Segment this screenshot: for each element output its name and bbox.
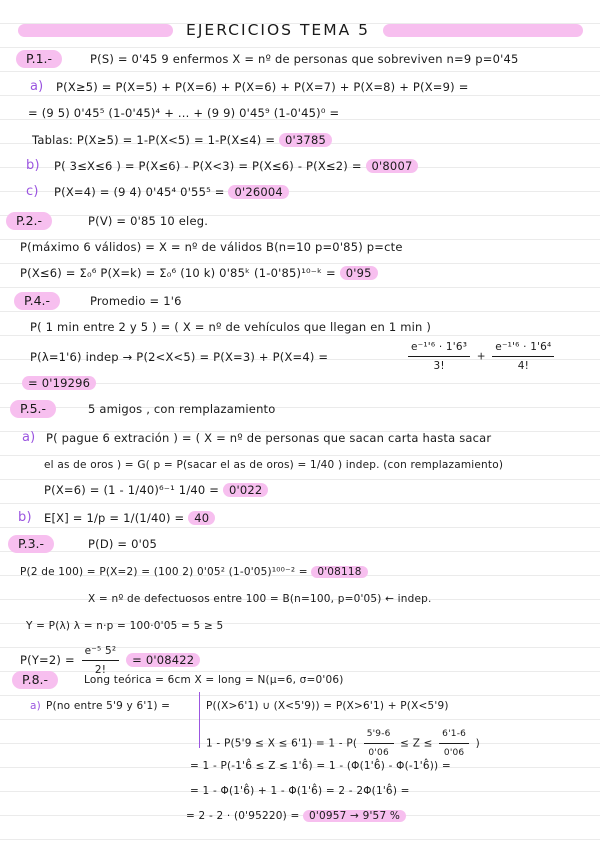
problem-tag-p5: P.5.-: [10, 400, 56, 418]
p3-line1-text: P(2 de 100) = P(X=2) = (100 2) 0'05² (1-0'05)¹⁰⁰⁻² =: [20, 566, 308, 578]
p1-c-line1-text: P(X=4) = (9 4) 0'45⁴ 0'55⁵ =: [54, 185, 225, 199]
p1-b-result: 0'8007: [366, 159, 419, 173]
p8-line4: = 1 - Φ(1'6̂) + 1 - Φ(1'6̂) = 2 - 2Φ(1'6̂) =: [190, 785, 410, 797]
p5-a-line2: el as de oros ) = G( p = P(sacar el as de oros) = 1/40 ) indep. (con remplazamiento): [44, 459, 504, 471]
p3-line3: Y = P(λ) λ = n·p = 100·0'05 = 5 ≥ 5: [26, 620, 224, 632]
page-title: EJERCICIOS TEMA 5: [186, 21, 370, 39]
p3-result1: 0'08118: [311, 566, 367, 578]
p4-header: Promedio = 1'6: [90, 294, 182, 308]
p5-b-label: b): [18, 510, 32, 525]
p3-result2: = 0'08422: [126, 653, 200, 667]
p8-line5: [186, 807, 406, 825]
p1-b-line1: [54, 157, 418, 175]
p1-b-line1-text: P( 3≤X≤6 ) = P(X≤6) - P(X<3) = P(X≤6) - P(X≤2) =: [54, 159, 362, 173]
p2-line2: [20, 264, 378, 282]
problem-tag-p1: P.1.-: [16, 50, 62, 68]
p1-a-label: a): [30, 79, 44, 94]
p8-line1: P((X>6'1) ∪ (X<5'9)) = P(X>6'1) + P(X<5'9): [206, 700, 449, 712]
p4-frac1-numerator: e⁻¹'⁶ · 1'6³: [408, 338, 470, 357]
p5-header: 5 amigos , con remplazamiento: [88, 402, 276, 416]
p1-header: P(S) = 0'45 9 enfermos X = nº de personas que sobreviven n=9 p=0'45: [90, 52, 519, 66]
p8-line2-mid: ≤ Z ≤: [400, 737, 433, 750]
p4-result-line: [22, 374, 96, 392]
p5-b-line1: [44, 509, 215, 527]
p5-a-line3-text: P(X=6) = (1 - 1/40)⁶⁻¹ 1/40 =: [44, 483, 220, 497]
p2-result: 0'95: [340, 266, 378, 280]
problem-tag-p2: P.2.-: [6, 212, 52, 230]
p8-frac1-numerator: 5'9-6: [364, 725, 394, 744]
p8-line5-text: = 2 - 2 · (0'95220) =: [186, 810, 300, 822]
p3-header: P(D) = 0'05: [88, 537, 158, 551]
title-decoration-left: [18, 24, 173, 37]
p8-line3: = 1 - P(-1'6̂ ≤ Z ≤ 1'6̂) = 1 - (Φ(1'6̂) - Φ(-1'6̂)) =: [190, 760, 451, 772]
p5-a-label: a): [22, 430, 36, 445]
p1-c-line1: [54, 183, 289, 201]
p4-line2: P(λ=1'6) indep → P(2<X<5) = P(X=3) + P(X=4) =: [30, 350, 329, 364]
p8-frac2-denominator: 0'06: [443, 748, 465, 758]
p4-frac2-numerator: e⁻¹'⁶ · 1'6⁴: [492, 338, 554, 357]
p1-a-line1: P(X≥5) = P(X=5) + P(X=6) + P(X=6) + P(X=7) + P(X=8) + P(X=9) =: [56, 80, 469, 94]
p3-line4-text: P(Y=2) =: [20, 653, 75, 667]
p3-frac-denominator: 2!: [94, 664, 107, 676]
p8-frac2-numerator: 6'1-6: [439, 725, 469, 744]
p4-result: = 0'19296: [22, 376, 96, 390]
p5-b-result: 40: [188, 511, 215, 525]
p8-line2-end: ): [475, 737, 480, 750]
p5-a-line3: [44, 481, 268, 499]
p1-b-label: b): [26, 158, 40, 173]
p3-line2: X = nº de defectuosos entre 100 = B(n=100, p=0'05) ← indep.: [88, 593, 432, 605]
p4-plus: +: [476, 350, 486, 363]
p1-a-line3-text: Tablas: P(X≥5) = 1-P(X<5) = 1-P(X≤4) =: [32, 133, 276, 147]
p8-a-left: P(no entre 5'9 y 6'1) =: [46, 700, 171, 712]
p8-frac1-denominator: 0'06: [368, 748, 389, 758]
p3-frac-numerator: e⁻⁵ 5²: [82, 642, 120, 661]
p4-frac1-denominator: 3!: [433, 360, 445, 372]
p5-a-line1: P( pague 6 extración ) = ( X = nº de personas que sacan carta hasta sacar: [46, 431, 492, 445]
p8-a-label: a): [30, 700, 41, 712]
p1-a-result: 0'3785: [279, 133, 332, 147]
p1-c-result: 0'26004: [228, 185, 288, 199]
p1-c-label: c): [26, 184, 39, 199]
p8-header: Long teórica = 6cm X = long = N(μ=6, σ=0'06): [84, 674, 344, 686]
p5-a-result: 0'022: [223, 483, 268, 497]
p1-a-line3: [32, 131, 332, 149]
p1-a-line2: = (9 5) 0'45⁵ (1-0'45)⁴ + ... + (9 9) 0'45⁹ (1-0'45)⁰ =: [28, 106, 340, 120]
p8-divider-line: [199, 692, 200, 748]
p3-line1: [20, 563, 368, 581]
p5-b-line1-text: E[X] = 1/p = 1/(1/40) =: [44, 511, 185, 525]
problem-tag-p8: P.8.-: [12, 671, 58, 689]
problem-tag-p4: P.4.-: [14, 292, 60, 310]
p8-line2-text: 1 - P(5'9 ≤ X ≤ 6'1) = 1 - P(: [206, 737, 358, 750]
p4-fraction-x3: [405, 338, 557, 375]
p2-header: P(V) = 0'85 10 eleg.: [88, 214, 209, 228]
problem-tag-p3: P.3.-: [8, 535, 54, 553]
p4-line1: P( 1 min entre 2 y 5 ) = ( X = nº de vehículos que llegan en 1 min ): [30, 320, 432, 334]
title-decoration-right: [383, 24, 583, 37]
p8-result: 0'0957 → 9'57 %: [303, 810, 406, 822]
p4-frac2-denominator: 4!: [517, 360, 530, 372]
p2-line2-text: P(X≤6) = Σ₀⁶ P(X=k) = Σ₀⁶ (10 k) 0'85ᵏ (1-0'85)¹⁰⁻ᵏ =: [20, 266, 336, 280]
p2-line1: P(máximo 6 válidos) = X = nº de válidos B(n=10 p=0'85) p=cte: [20, 240, 403, 254]
